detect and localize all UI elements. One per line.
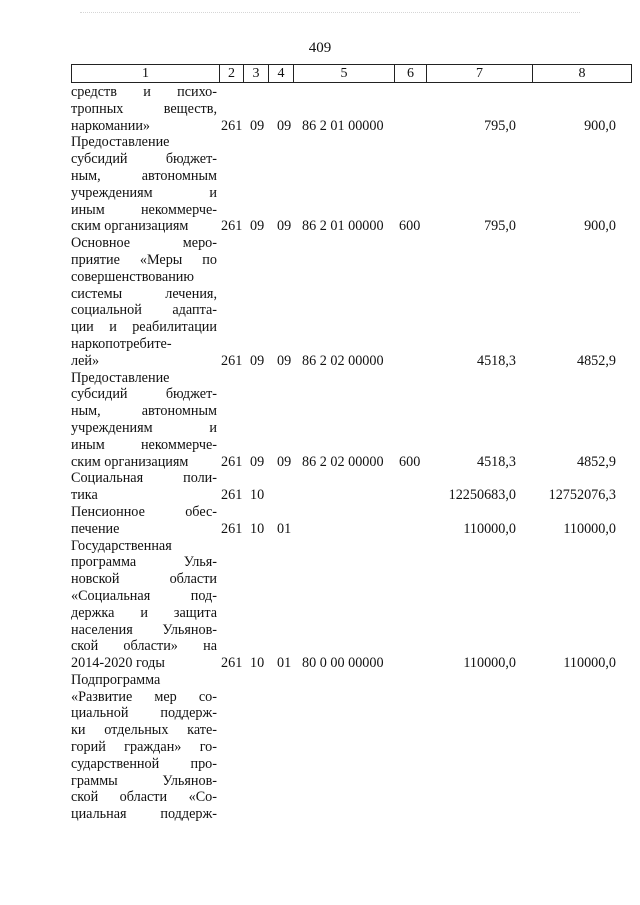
col-header-6: 6: [395, 65, 427, 83]
column-header-table: [71, 64, 632, 83]
description-line: иным некоммерче-: [71, 201, 217, 218]
description-line: ки отдельных кате-: [71, 722, 217, 739]
description-line: программа Улья-: [71, 554, 217, 571]
col-header-5: 5: [294, 65, 395, 83]
section-code: 09: [250, 352, 265, 369]
description-line: приятие «Меры по: [71, 251, 217, 268]
table-row: [71, 134, 616, 235]
section-code: 10: [250, 655, 265, 672]
target-article-code: 86 2 01 00000: [302, 218, 384, 235]
description-line: лей»: [71, 352, 100, 369]
ministry-code: 261: [221, 487, 243, 504]
row-description: [71, 538, 217, 672]
amount-year-1: 110000,0: [463, 520, 516, 537]
amount-year-2: 110000,0: [563, 655, 616, 672]
table-row: [71, 504, 616, 538]
amount-year-1: 795,0: [484, 117, 516, 134]
amount-year-2: 900,0: [584, 218, 616, 235]
description-line: ным, автономным: [71, 167, 217, 184]
description-line: Подпрограмма: [71, 671, 161, 688]
description-line: Государственная: [71, 537, 172, 554]
table-body: [71, 84, 616, 823]
ministry-code: 261: [221, 352, 243, 369]
section-code: 09: [250, 117, 265, 134]
description-line: тика: [71, 487, 98, 504]
description-line: ским организациям: [71, 453, 189, 470]
target-article-code: 80 0 00 00000: [302, 655, 384, 672]
row-description: [71, 235, 217, 369]
amount-year-1: 4518,3: [476, 352, 516, 369]
section-code: 10: [250, 487, 265, 504]
description-line: новской области: [71, 571, 217, 588]
row-codes-and-amounts: [71, 454, 616, 471]
amount-year-2: 4852,9: [576, 453, 616, 470]
target-article-code: 86 2 01 00000: [302, 117, 384, 134]
row-codes-and-amounts: [71, 655, 616, 672]
amount-year-2: 12752076,3: [548, 487, 616, 504]
subsection-code: 01: [277, 655, 292, 672]
description-line: наркомании»: [71, 117, 151, 134]
description-line: учреждениям и: [71, 419, 217, 436]
description-line: населения Ульянов-: [71, 621, 217, 638]
col-header-3: 3: [244, 65, 269, 83]
description-line: системы лечения,: [71, 285, 217, 302]
row-codes-and-amounts: [71, 487, 616, 504]
subsection-code: 09: [277, 117, 292, 134]
col-header-1: 1: [72, 65, 220, 83]
description-line: ской области «Со-: [71, 789, 217, 806]
section-code: 09: [250, 453, 265, 470]
table-row: [71, 370, 616, 471]
col-header-4: 4: [269, 65, 294, 83]
description-line: сударственной про-: [71, 755, 217, 772]
page-number: 409: [308, 40, 332, 56]
col-header-8: 8: [533, 65, 632, 83]
description-line: Социальная поли-: [71, 470, 217, 487]
description-line: субсидий бюджет-: [71, 151, 217, 168]
subsection-code: 09: [277, 453, 292, 470]
description-line: Пенсионное обес-: [71, 503, 217, 520]
col-header-2: 2: [220, 65, 244, 83]
row-codes-and-amounts: [71, 353, 616, 370]
target-article-code: 86 2 02 00000: [302, 352, 384, 369]
description-line: наркопотребите-: [71, 335, 172, 352]
ministry-code: 261: [221, 655, 243, 672]
description-line: горий граждан» го-: [71, 739, 217, 756]
ministry-code: 261: [221, 520, 243, 537]
description-line: Предоставление: [71, 134, 170, 151]
expense-type-code: 600: [399, 453, 421, 470]
description-line: ции и реабилитации: [71, 319, 217, 336]
amount-year-1: 12250683,0: [448, 487, 516, 504]
amount-year-1: 795,0: [484, 218, 516, 235]
description-line: 2014-2020 годы: [71, 655, 165, 672]
amount-year-2: 900,0: [584, 117, 616, 134]
amount-year-2: 4852,9: [576, 352, 616, 369]
description-line: печение: [71, 520, 120, 537]
scan-artifact-line: [80, 12, 580, 15]
ministry-code: 261: [221, 218, 243, 235]
description-line: ским организациям: [71, 218, 189, 235]
subsection-code: 01: [277, 520, 292, 537]
column-header-row: [72, 65, 632, 83]
section-code: 09: [250, 218, 265, 235]
description-line: циальная поддерж-: [71, 806, 217, 823]
description-line: ской области» на: [71, 638, 217, 655]
subsection-code: 09: [277, 352, 292, 369]
description-line: совершенствованию: [71, 268, 194, 285]
table-row: [71, 235, 616, 369]
description-line: циальной поддерж-: [71, 705, 217, 722]
col-header-7: 7: [427, 65, 533, 83]
description-line: субсидий бюджет-: [71, 386, 217, 403]
description-line: граммы Ульянов-: [71, 772, 217, 789]
row-description: [71, 672, 217, 823]
description-line: «Социальная под-: [71, 587, 217, 604]
row-codes-and-amounts: [71, 521, 616, 538]
description-line: средств и психо-: [71, 84, 217, 100]
description-line: тропных веществ,: [71, 100, 217, 117]
target-article-code: 86 2 02 00000: [302, 453, 384, 470]
row-codes-and-amounts: [71, 218, 616, 235]
description-line: социальной адапта-: [71, 302, 217, 319]
subsection-code: 09: [277, 218, 292, 235]
amount-year-1: 110000,0: [463, 655, 516, 672]
description-line: Предоставление: [71, 369, 170, 386]
description-line: иным некоммерче-: [71, 436, 217, 453]
table-row: [71, 84, 616, 134]
description-line: «Развитие мер со-: [71, 688, 217, 705]
amount-year-2: 110000,0: [563, 520, 616, 537]
section-code: 10: [250, 520, 265, 537]
description-line: держка и защита: [71, 604, 217, 621]
description-line: учреждениям и: [71, 184, 217, 201]
row-codes-and-amounts: [71, 118, 616, 135]
ministry-code: 261: [221, 453, 243, 470]
description-line: Основное меро-: [71, 235, 217, 252]
amount-year-1: 4518,3: [476, 453, 516, 470]
expense-type-code: 600: [399, 218, 421, 235]
row-codes-and-amounts: [71, 806, 616, 823]
table-row: [71, 672, 616, 823]
table-row: [71, 538, 616, 672]
table-row: [71, 470, 616, 504]
description-line: ным, автономным: [71, 403, 217, 420]
ministry-code: 261: [221, 117, 243, 134]
